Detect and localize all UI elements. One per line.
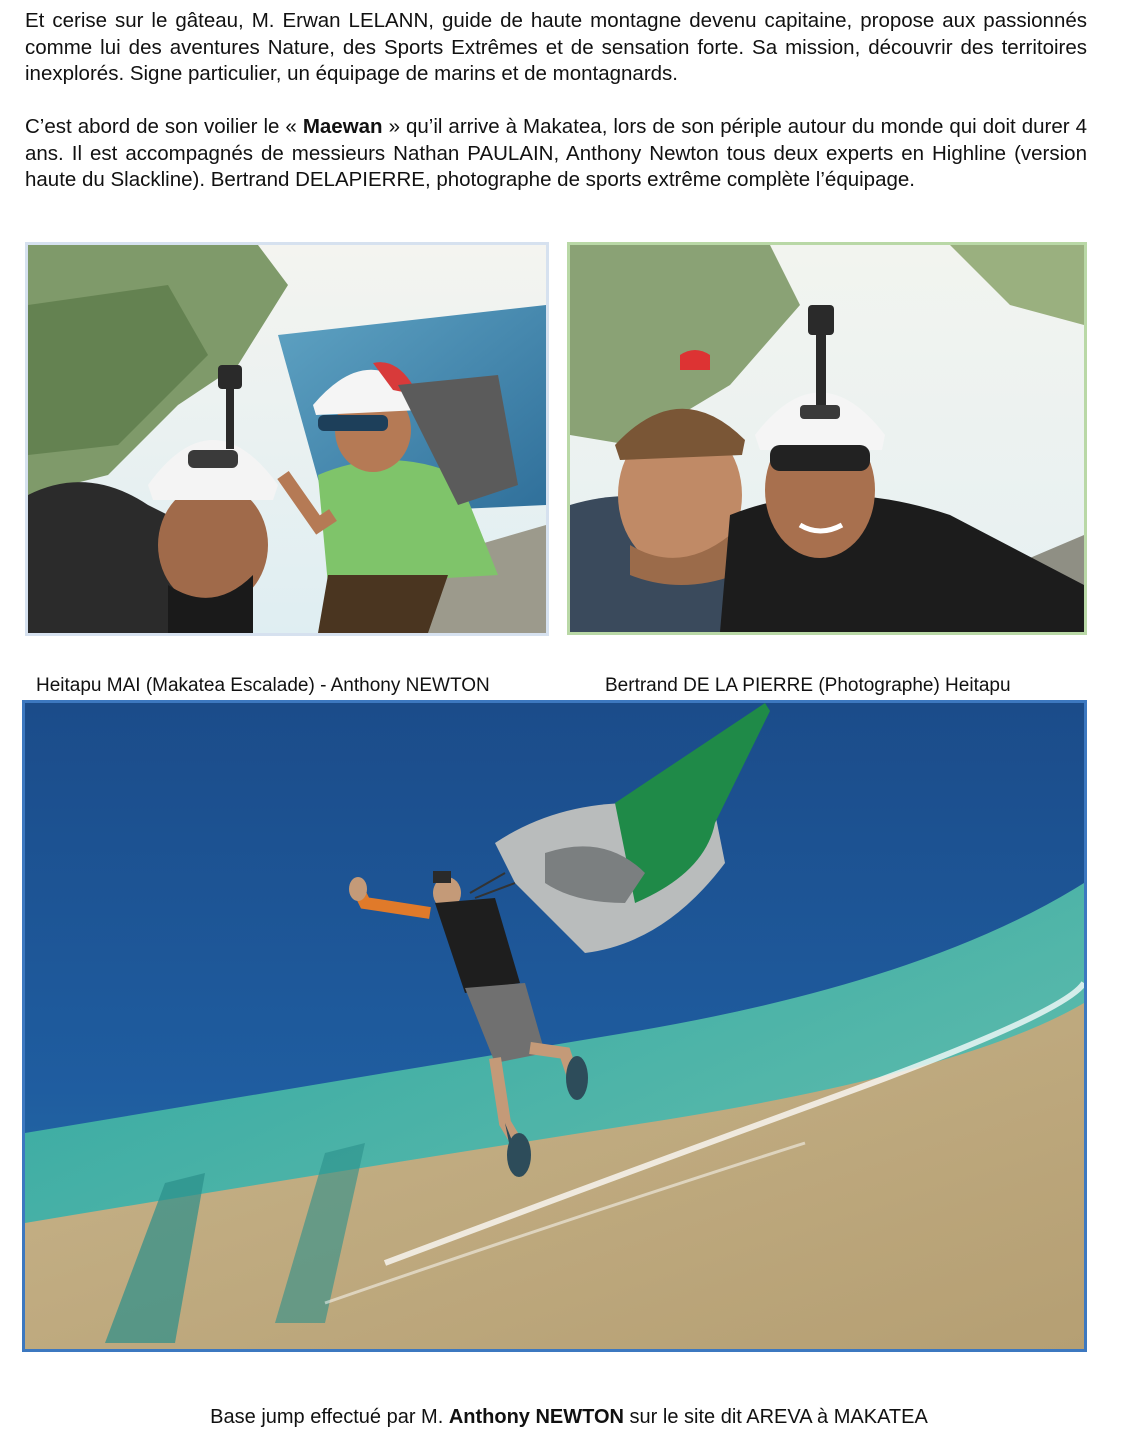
photo3-caption-start: Base jump effectué par M. — [210, 1406, 449, 1428]
voyage-paragraph-start: C’est abord de son voilier le « — [25, 115, 303, 138]
photo-base-jump-image — [25, 703, 1084, 1349]
photo-photographer-selfie — [567, 242, 1087, 635]
jumper-name: Anthony NEWTON — [448, 1406, 624, 1428]
photo1-caption: Heitapu MAI (Makatea Escalade) - Anthony NEWTON — [36, 675, 490, 696]
photo-climbers-image — [28, 245, 546, 633]
photo2-caption: Bertrand DE LA PIERRE (Photographe) Heitapu — [605, 675, 1011, 696]
photo-photographer-image — [570, 245, 1084, 632]
photo-climbers-selfie — [25, 242, 549, 636]
intro-paragraph: Et cerise sur le gâteau, M. Erwan LELANN, guide de haute montagne devenu capitaine, propose aux passionnés comme lui des aventures Nature, des Sports Extrêmes et de sensation forte. Sa mission, découvrir des territoires inexplorés. Signe particulier, un équipage de marins et de montagnards. — [25, 9, 1087, 85]
boat-name: Maewan — [302, 115, 383, 138]
voyage-paragraph — [25, 114, 1087, 194]
voyage-paragraph-end: » qu’il arrive à Makatea, lors de son périple autour du monde qui doit durer 4 ans. Il est accompagnés de messieurs Nathan PAULAIN, Anthony Newton tous deux experts en Highline (version haute du Slackline). Bertrand DELAPIERRE, photographe de sports extrême complète l’équipage. — [25, 115, 1087, 191]
photo3-caption — [0, 1405, 1138, 1429]
photo3-caption-end: sur le site dit AREVA à MAKATEA — [624, 1406, 928, 1428]
photo-base-jump — [22, 700, 1087, 1352]
